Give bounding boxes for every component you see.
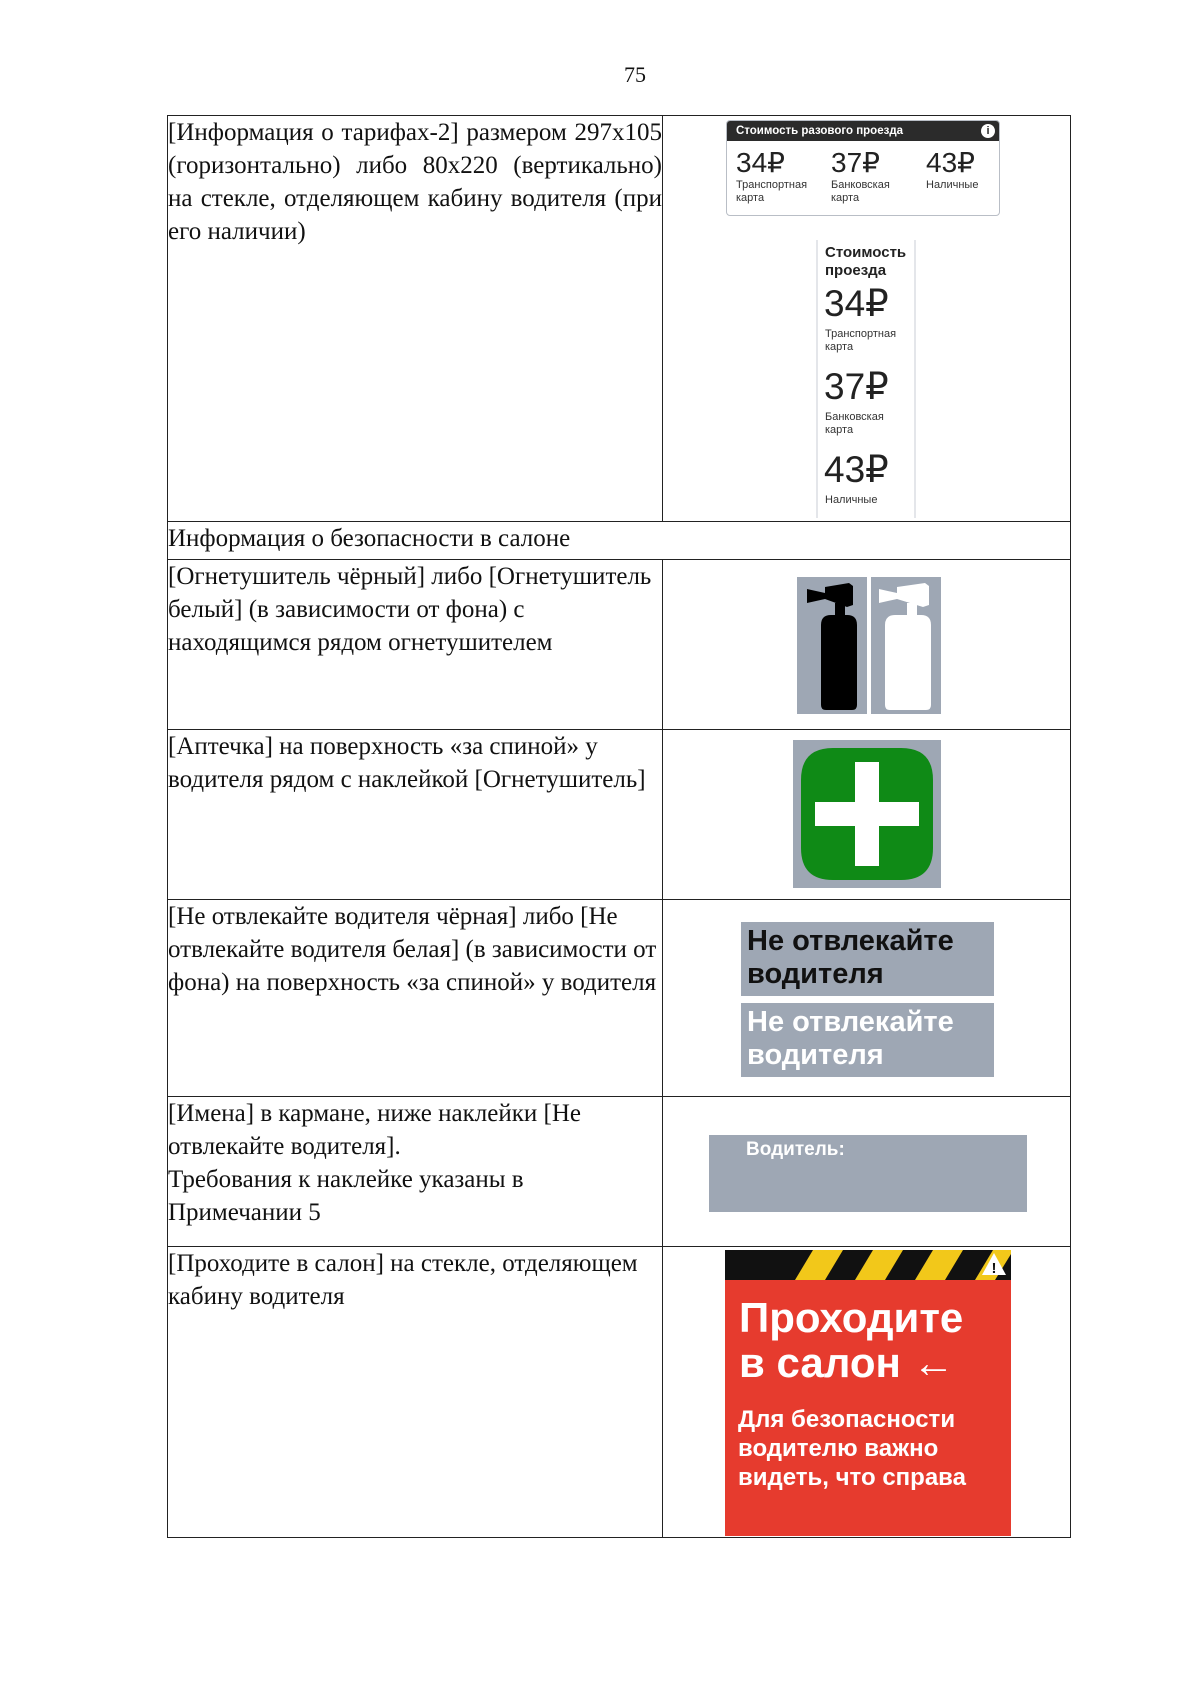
tariff-item-transport: 34₽ Транспортная карта — [736, 147, 808, 204]
tariff-v-price-bank: 37₽ — [824, 366, 889, 407]
first-aid-image-cell — [663, 730, 1071, 900]
pass-inside-image-cell — [663, 1247, 1071, 1538]
dont-distract-white-sign: Не отвлекайте водителя — [741, 1003, 994, 1077]
extinguisher-white-icon — [871, 577, 941, 714]
tariff-card-horizontal — [726, 120, 1000, 216]
dont-distract-image-cell — [663, 900, 1071, 1097]
table-row — [168, 522, 1071, 560]
table-row — [168, 560, 1071, 730]
warning-stripes — [725, 1250, 1011, 1280]
pass-inside-sign — [725, 1250, 1011, 1536]
tariff-v-caption-transport: Транспортная карта — [825, 328, 897, 353]
svg-text:!: ! — [991, 1260, 997, 1276]
tariffs-description: [Информация о тарифах-2] размером 297x105 (горизонтально) либо 80x220 (вертикально) на стекле, отделяющем кабину водителя (при его наличии) — [168, 116, 663, 522]
driver-name-plate: Водитель: — [709, 1135, 1027, 1212]
warning-triangle-icon — [981, 1252, 1007, 1276]
tariff-card-vertical — [816, 240, 916, 518]
info-icon: i — [981, 124, 995, 138]
extinguisher-description: [Огнетушитель чёрный] либо [Огнетушитель белый] (в зависимости от фона) с находящимся рядом огнетушителем — [168, 560, 663, 730]
tariff-v-caption-cash: Наличные — [825, 494, 878, 506]
dont-distract-black-sign: Не отвлекайте водителя — [741, 922, 994, 996]
tariff-vertical-title: Стоимость проезда — [825, 244, 907, 279]
extinguisher-black-icon — [797, 577, 867, 714]
pass-inside-subtitle: Для безопасности водителю важно видеть, что справа — [738, 1406, 966, 1491]
extinguisher-image-cell — [663, 560, 1071, 730]
table-row — [168, 116, 1071, 522]
tariff-item-cash: 43₽ Наличные — [926, 147, 979, 191]
names-description: [Имена] в кармане, ниже наклейки [Не отвлекайте водителя]. Требования к наклейке указаны в Примечании 5 — [168, 1097, 663, 1247]
tariff-v-price-cash: 43₽ — [824, 449, 889, 490]
requirements-table — [167, 115, 1071, 1538]
table-row — [168, 1097, 1071, 1247]
names-image-cell — [663, 1097, 1071, 1247]
pass-inside-description: [Проходите в салон] на стекле, отделяющем кабину водителя — [168, 1247, 663, 1538]
first-aid-icon — [793, 740, 941, 888]
tariffs-image-cell — [663, 116, 1071, 522]
pass-inside-title: Проходите в салон ← — [739, 1294, 964, 1386]
table-row — [168, 900, 1071, 1097]
tariff-v-price-transport: 34₽ — [824, 283, 889, 324]
first-aid-description: [Аптечка] на поверхность «за спиной» у водителя рядом с наклейкой [Огнетушитель] — [168, 730, 663, 900]
table-row — [168, 730, 1071, 900]
table-row — [168, 1247, 1071, 1538]
tariff-item-bank: 37₽ Банковская карта — [831, 147, 890, 204]
tariff-v-caption-bank: Банковская карта — [825, 411, 884, 436]
safety-section-header: Информация о безопасности в салоне — [168, 522, 1071, 560]
dont-distract-description: [Не отвлекайте водителя чёрная] либо [Не отвлекайте водителя белая] (в зависимости от фона) на поверхность «за спиной» у водителя — [168, 900, 663, 1097]
tariff-card-header: Стоимость разового проезда i — [727, 121, 999, 141]
page-number: 75 — [624, 62, 646, 87]
